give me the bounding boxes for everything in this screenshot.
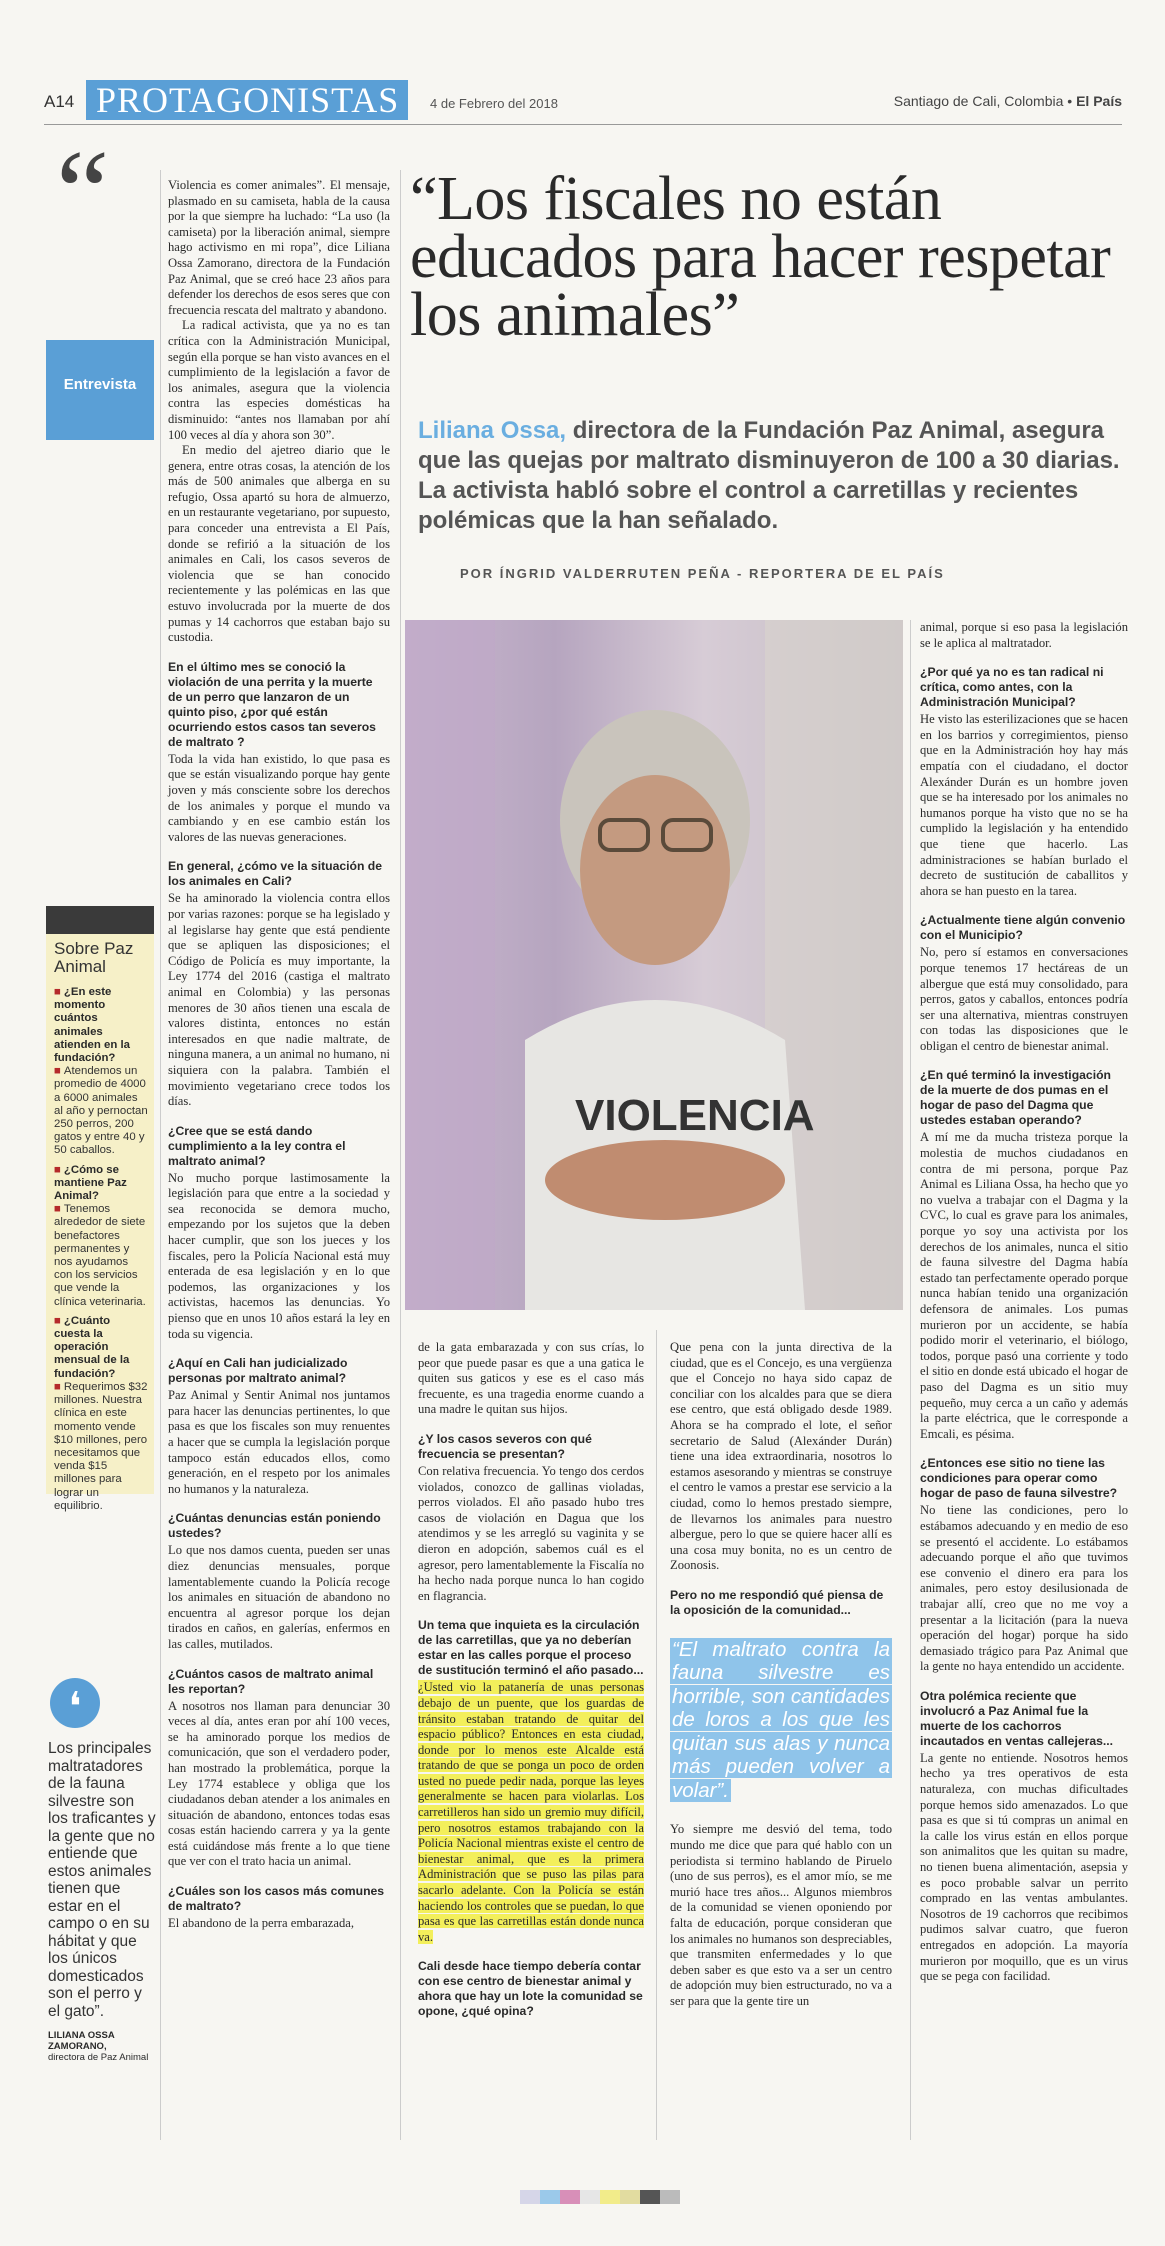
- sidebar-item: [54, 1164, 149, 1309]
- color-swatch: [580, 2190, 600, 2204]
- interview-answer: No, pero sí estamos en conversaciones porque tenemos 17 hectáreas de un albergue que está muy consolidado, para perros, gatos y caballos, entonces podría ser una alternativa, mientras construyen con todas las disposiciones que le obligan el centro de bienestar animal.: [920, 945, 1128, 1053]
- color-swatch: [560, 2190, 580, 2204]
- byline: POR ÍNGRID VALDERRUTEN PEÑA - REPORTERA DE EL PAÍS: [460, 566, 945, 581]
- pull-quote-text: “El maltrato contra la fauna silvestre es horrible, son cantidades de loros a los que les quitan sus alas y nunca más pueden volver a volar”.: [672, 1637, 890, 1802]
- deck: [418, 416, 1128, 536]
- interview-question: En el último mes se conoció la violación de una perrita y la muerte de un perro que lanzaron de un quinto piso, ¿por qué están ocurriendo estos casos tan severos de maltrato ?: [168, 659, 376, 749]
- column-divider: [400, 170, 401, 2140]
- interview-answer: Lo que nos damos cuenta, pueden ser unas diez denuncias mensuales, porque lamentablemente cuando la Policía recoge los animales en situación de abandono no encuentra al agresor porque los dejan tirados en caños, en galerías, enfermos en las calles, mutilados.: [168, 1543, 390, 1651]
- side-quote-role: directora de Paz Animal: [48, 2052, 149, 2063]
- interview-question: ¿Cuántos casos de maltrato animal les reportan?: [168, 1666, 374, 1696]
- intro-paragraph: Violencia es comer animales”. El mensaje, plasmado en su camiseta, habla de la causa por la que siempre ha luchado: “La uso (la camiseta) por la liberación animal, siempre hago activismo en mi ropa”, dice Liliana Ossa Zamorano, directora de la Fundación Paz Animal, que se creó hace 23 años para defender los derechos de esos seres que con frecuencia rescata del maltrato y abandono.: [168, 178, 390, 317]
- shirt-text: VIOLENCIA: [575, 1091, 815, 1140]
- column-divider: [910, 620, 911, 2140]
- bullet-icon: ■: [54, 1380, 61, 1393]
- print-color-bar: [520, 2190, 680, 2204]
- interview-answer: Yo siempre me desvió del tema, todo mundo me dice que para qué hablo con un periodista si termino hablando de Piruelo (uno de sus perros), es el amor mío, se me murió hace tres años... Algunos miembros de la comunidad se vienen oponiendo por falta de educación, porque consideran que los animales no humanos son despreciables, que transmiten enfermedades y lo que deben saber es que esto va a ser un centro de adopción muy bien estructurado, no va a ser para que la gente tire un: [670, 1822, 892, 2008]
- deck-name: Liliana Ossa,: [418, 417, 567, 444]
- section-tag-label: Entrevista: [63, 376, 137, 393]
- section-banner: [86, 80, 408, 120]
- portrait-illustration: [405, 620, 903, 1310]
- sidebar-question: ¿En este momento cuántos animales atienden en la fundación?: [54, 986, 130, 1065]
- interview-question: ¿Entonces ese sitio no tiene las condiciones para operar como hogar de paso de fauna silvestre?: [920, 1456, 1118, 1501]
- sidebar-question: ¿Cómo se mantiene Paz Animal?: [54, 1163, 127, 1203]
- interview-question: ¿Cuántas denuncias están poniendo ustedes?: [168, 1511, 381, 1541]
- color-swatch: [540, 2190, 560, 2204]
- color-swatch: [660, 2190, 680, 2204]
- sidebar-answer: Atendemos un promedio de 4000 a 6000 animales al año y pernoctan 250 perros, 200 gatos y entre 40 y 50 caballos.: [54, 1065, 148, 1157]
- interview-question: Un tema que inquieta es la circulación de las carretillas, que ya no deberían estar en las calles porque el proceso de sustitución terminó el año pasado...: [418, 1618, 644, 1678]
- interview-question: ¿En qué terminó la investigación de la muerte de dos pumas en el hogar de paso del Dagma que ustedes estaban operando?: [920, 1068, 1111, 1128]
- column-divider: [160, 170, 161, 2140]
- sidebar-title: Sobre Paz Animal: [54, 939, 134, 976]
- highlighted-answer: [418, 1680, 644, 1945]
- interview-answer: El abandono de la perra embarazada,: [168, 1916, 355, 1931]
- interview-question: ¿Cuáles son los casos más comunes de maltrato?: [168, 1884, 385, 1914]
- sidebar-item: [54, 1315, 149, 1513]
- interview-question: Otra polémica reciente que involucró a Paz Animal fue la muerte de los cachorros incautados en ventas callejeras...: [920, 1688, 1114, 1748]
- article-column-1: [168, 178, 390, 2138]
- highlighted-text: ¿Usted vio la patanería de unas personas debajo de un puente, que los guardas de tránsito estaban tratando de quitar del espacio público? Entonces en esta ciudad, donde por lo menos este Alcalde está tratando de que se ponga un poco de orden usted no puede pedir nada, porque las leyes generalmente se hacen para violarlas. Los carretilleros han sido un gremio muy difícil, pero nosotros estamos trabajando con la Policía Nacional mientras existe el centro de bienestar animal, que es la primera Administración que se puso las pilas para sacarlo adelante. Con la Policía se están haciendo los controles que se puedan, lo que pasa es que las carretillas están donde nunca va.: [418, 1680, 644, 1944]
- side-quote-text: Los principales maltratadores de la fauna silvestre son los traficantes y la gente que no entiende que estos animales tienen que estar en el campo o en su hábitat y que los únicos domesticados son el perro y el gato”.: [48, 1740, 156, 2020]
- bullet-icon: ■: [54, 1203, 61, 1216]
- interview-question: Pero no me respondió qué piensa de la oposición de la comunidad...: [670, 1587, 884, 1617]
- interview-question: ¿Por qué ya no es tan radical ni crítica, como antes, con la Administración Municipal?: [920, 665, 1104, 710]
- intro-paragraph: La radical activista, que ya no es tan crítica con la Administración Municipal, según ella porque se han visto avances en el cumplimiento de la legislación a favor de los animales, asegura que la violencia contra las especies domésticas ha disminuido: “antes nos llamaban por ahí 100 veces al día y ahora son 30”.: [168, 318, 390, 442]
- sidebar-question: ¿Cuánto cuesta la operación mensual de la fundación?: [54, 1314, 130, 1380]
- interview-answer: Paz Animal y Sentir Animal nos juntamos para hacer las denuncias pertinentes, lo que pasa es que los fiscales son muy renuentes a hacer que se cumpla la legislación porque tampoco están educados ellos, como generación, en el respeto por los animales no humanos y la naturaleza.: [168, 1388, 390, 1496]
- interview-question: Cali desde hace tiempo debería contar con ese centro de bienestar animal y ahora que hay un lote la comunidad se opone, ¿qué opina?: [418, 1959, 643, 2019]
- sidebar-answer: Tenemos alrededor de siete benefactores permanentes y nos ayudamos con los servicios que vende la clínica veterinaria.: [54, 1203, 146, 1308]
- header-date: 4 de Febrero del 2018: [430, 96, 558, 111]
- sidebar-header-bar: [46, 906, 154, 934]
- headline: “Los fiscales no están educados para hacer respetar los animales”: [410, 165, 1111, 349]
- deck-text: directora de la Fundación Paz Animal, asegura que las quejas por maltrato disminuyeron de 100 a 30 diarias. La activista habló sobre el control a carretillas y recientes polémicas que la han señalado.: [418, 417, 1120, 534]
- interview-answer: No tiene las condiciones, pero lo estábamos adecuando y en medio de eso se presentó el accidente. Lo estábamos adecuando porque el año que tuvimos ese convenio el dinero era para los animales, pero estoy desilusionada de trabajar allí, creo que no me voy a presentar a la licitación (para la nueva operación del hogar) porque ha sido demasiado trágico para Paz Animal que la gente no haya entendido un accidente.: [920, 1503, 1128, 1674]
- sidebar-box: [46, 906, 154, 1512]
- sidebar-answer: Requerimos $32 millones. Nuestra clínica en este momento vende $10 millones, pero necesitamos que venda $15 millones para lograr un equilibrio.: [54, 1380, 148, 1512]
- interview-question: ¿Actualmente tiene algún convenio con el Municipio?: [920, 913, 1126, 943]
- interview-answer: Se ha aminorado la violencia contra ellos por varias razones: porque se ha legislado y al legislarse hay gente que está pendiente que se apliquen las disposiciones; el Código de Policía es muy importante, la Ley 1774 del 2016 (castiga el maltrato animal en Colombia) y las personas menores de 30 años tienen una escala de valores distinta, entonces no están interesados en que nadie maltrate, de ninguna manera, a un animal no humano, ni siquiera con la palabra. También el movimiento vegetariano crece todos los días.: [168, 891, 390, 1109]
- color-swatch: [600, 2190, 620, 2204]
- column-divider: [656, 1330, 657, 2140]
- interview-answer: A mí me da mucha tristeza porque la molestia de muchos ciudadanos en contra de mi persona, porque Paz Animal es Liliana Ossa, ha hecho que yo no vuelva a trabajar con el Dagma y la CVC, lo cual es grave para los animales, porque yo soy una activista por los derechos de los animales, nunca el sitio de fauna silvestre del Dagma había estado tan perfectamente operado porque nunca habían tenido una organización defensora de animales. Los pumas murieron por un accidente, se había podido morir el veterinario, el biólogo, todos, porque pasó una corriente y todo el sitio en donde está ubicado el hogar de paso del Dagma es un sitio muy pequeño, muy cerca a un caño y además la parte eléctrica, que le corresponde a Emcali, es pésima.: [920, 1130, 1128, 1441]
- big-quote-mark-icon: “: [56, 125, 110, 258]
- section-tag: [46, 340, 154, 440]
- page-number: A14: [44, 92, 75, 111]
- article-column-2: [418, 1340, 644, 2140]
- sidebar-item: [54, 986, 149, 1158]
- article-column-4: [920, 620, 1128, 2140]
- section-title: PROTAGONISTAS: [96, 80, 400, 120]
- header-city: Santiago de Cali, Colombia: [893, 93, 1064, 109]
- side-quote: [48, 1740, 158, 2063]
- header-dateline: [842, 93, 1122, 109]
- interview-answer: Toda la vida han existido, lo que pasa es que se están visualizando porque hay gente joven y más consciente sobre los derechos de los animales y porque el mundo va cambiando y en ese cambio están los valores de las nuevas generaciones.: [168, 751, 390, 844]
- bullet-icon: ■: [54, 1065, 61, 1078]
- interview-answer: A nosotros nos llaman para denunciar 30 veces al día, antes eran por ahí 100 veces, se ha aminorado porque los medios de comunicación, que son el verdadero poder, han mostrado la problemática, porque la Ley 1774 establece y obliga que los ciudadanos deban atender a los animales en situación de abandono, entonces todas esas cosas están haciendo carrera y ya la gente está cuidándose más frente a lo que tiene que ver con el trato hacia un animal.: [168, 1698, 390, 1869]
- sidebar-items: [46, 986, 154, 1513]
- interview-answer: Con relativa frecuencia. Yo tengo dos cerdos violados, conozco de gallinas violadas, perros violados. El año pasado hubo tres casos de violación en Dagua que los atendimos y se les arregló su vaginita y se dieron en adopción, sabemos cuál es el agresor, pero lamentablemente la Fiscalía no ha hecho nada porque nunca lo han cogido en flagrancia.: [418, 1463, 644, 1603]
- bullet-separator: •: [1067, 93, 1073, 109]
- article-column-3: [670, 1340, 892, 2140]
- bullet-icon: ■: [54, 1163, 61, 1176]
- bullet-icon: ■: [54, 986, 61, 998]
- interview-question: En general, ¿cómo ve la situación de los animales en Cali?: [168, 859, 383, 889]
- interview-question: ¿Cree que se está dando cumplimiento a la ley contra el maltrato animal?: [168, 1123, 346, 1168]
- pull-quote: [670, 1638, 892, 1803]
- intro-paragraph: En medio del ajetreo diario que le genera, entre otras cosas, la atención de los más de 500 animales que alberga en su refugio, Ossa apartó su hora de almuerzo, en un restaurante vegetariano, por supuesto, para conceder una entrevista a El País, donde se refirió a la situación de los animales en Cali, los casos severos de violencia que se han conocido recientemente y las polémicas en las que estuvo involucrada por la muerte de dos pumas y 14 cachorros que estaban bajo su custodia.: [168, 443, 390, 645]
- side-quote-name: LILIANA OSSA ZAMORANO,: [48, 2030, 115, 2052]
- interview-answer: La gente no entiende. Nosotros hemos hecho ya tres operativos de esta naturaleza, con muchas dificultades porque hemos sido amenazados. Lo que pasa es que si tú compras un animal en la calle los virus están en ellos porque son animalitos que les quitan su madre, no tienen buena alimentación, asepsia y es poco probable salvar un perrito comprado en las ventas ambulantes. Nosotros de 19 cachorros que recibimos pudimos salvar cuatro, que fueron entregados en adopción. La mayoría murieron por moquillo, que es un virus que se pega con facilidad.: [920, 1750, 1128, 1984]
- bullet-icon: ■: [54, 1314, 61, 1327]
- color-swatch: [520, 2190, 540, 2204]
- header-rule: [44, 124, 1122, 125]
- interview-question: ¿Aquí en Cali han judicializado personas por maltrato animal?: [168, 1356, 348, 1386]
- interview-answer: He visto las esterilizaciones que se hacen en los barrios y corregimientos, pienso que en la Administración hoy hay más empatía con el ciudadano, el doctor Alexánder Durán es un hombre joven que se ha interesado por los animales no humanos porque ha visto que no se ha cumplido la legislación y ha entendido que tiene que hacerlo. Las administraciones se habían burlado el decreto de sustitución de caballitos y ahora se han puesto en la tarea.: [920, 712, 1128, 898]
- interview-question: ¿Y los casos severos con qué frecuencia se presentan?: [418, 1431, 592, 1461]
- portrait-photo: [405, 620, 903, 1310]
- interview-answer: de la gata embarazada y con sus crías, lo peor que puede pasar es que a una gatica le quiten sus gaticos y ese es el caso más frecuente, es una tragedia enorme cuando a una madre le quitan sus hijos.: [418, 1340, 644, 1417]
- color-swatch: [620, 2190, 640, 2204]
- interview-answer: animal, porque si eso pasa la legislación se le aplica al maltratador.: [920, 620, 1128, 650]
- header-newspaper: El País: [1076, 93, 1122, 109]
- color-swatch: [640, 2190, 660, 2204]
- quote-badge-icon: ❛: [50, 1678, 100, 1728]
- interview-answer: No mucho porque lastimosamente la legislación para que entre a la sociedad y sea reconocida se demora mucho, empezando por los sujetos que la deben hacer cumplir, que son los jueces y los fiscales, pero la Policía Nacional está muy enterada de esa legislación y en lo que podemos, las organizaciones y los activistas, hacemos las denuncias. Yo pienso que en unos 10 años estará la ley en toda su vigencia.: [168, 1170, 390, 1341]
- interview-answer: Que pena con la junta directiva de la ciudad, que es el Concejo, es una vergüenza que el Concejo no haya sido capaz de conciliar con los alcaldes para que se diera ese centro, que está obligado desde 1989. Ahora se ha comprado el lote, el señor secretario de Salud (Alexánder Durán) tiene una idea extraordinaria, nosotros lo estamos asesorando y mientras se construye el centro le vamos a prestar ese servicio a la ciudad, como lo hemos prestado siempre, de llevarnos los animales para nuestro albergue, pero lo que se quiere hacer allí es una cosa muy bonita, no es un centro de Zoonosis.: [670, 1340, 892, 1573]
